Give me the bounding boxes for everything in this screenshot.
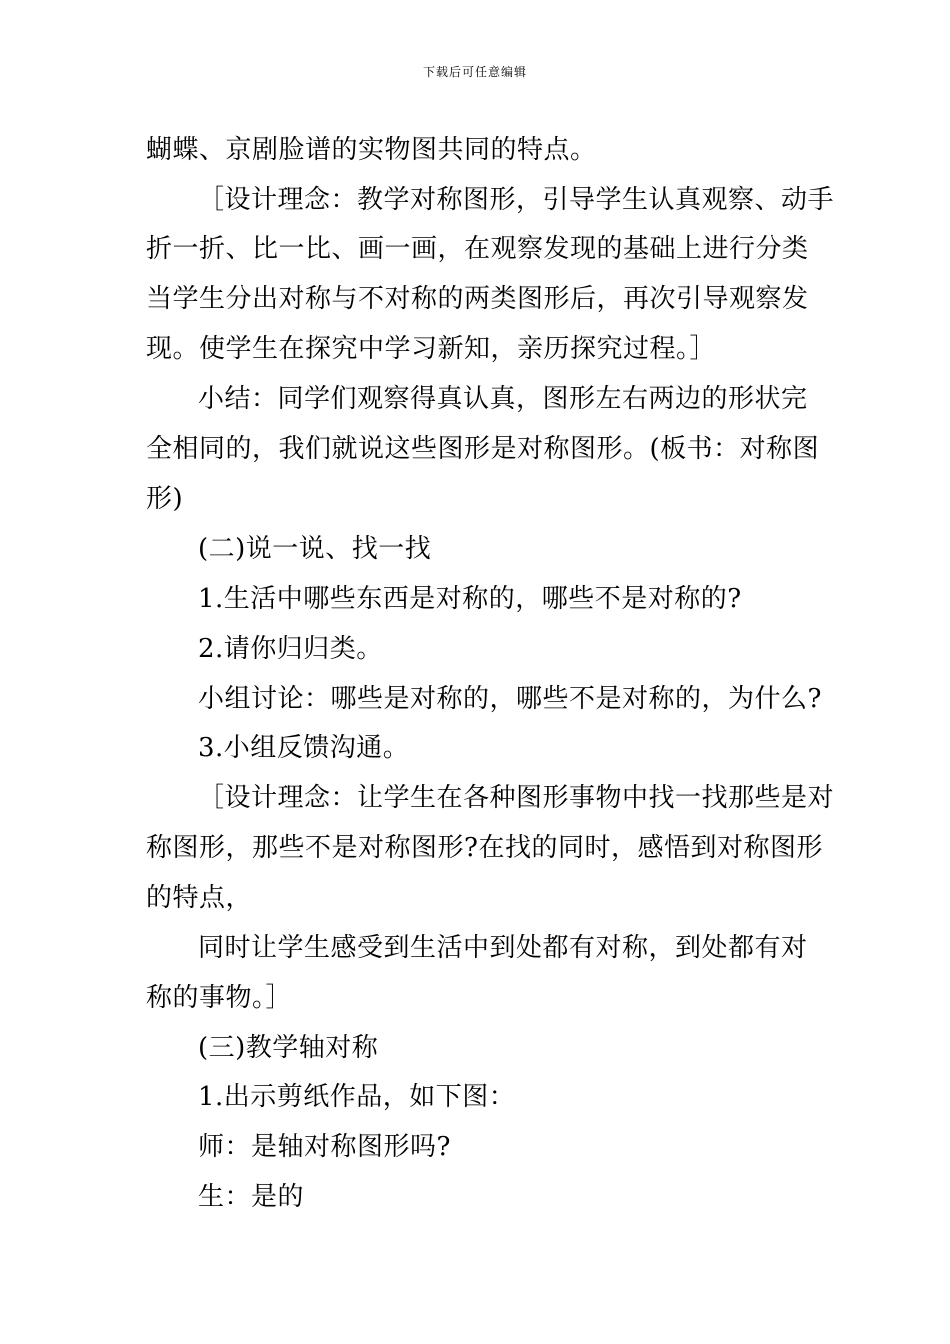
body-line: 生：是的: [198, 1182, 305, 1212]
body-line: 称图形，那些不是对称图形?在找的同时，感悟到对称图形: [146, 833, 823, 863]
page-header: 下载后可任意编辑: [422, 65, 527, 79]
body-line: 2.请你归归类。: [198, 634, 383, 664]
body-line: 1.生活中哪些东西是对称的，哪些不是对称的?: [198, 584, 742, 614]
body-line: 蝴蝶、京剧脸谱的实物图共同的特点。: [146, 135, 597, 165]
body-line: 师：是轴对称图形吗?: [198, 1132, 451, 1162]
body-line: 小结：同学们观察得真认真，图形左右两边的形状完: [198, 384, 808, 414]
body-line: 折一折、比一比、画一画，在观察发现的基础上进行分类: [146, 234, 809, 264]
body-line: 全相同的，我们就说这些图形是对称图形。(板书：对称图: [146, 434, 820, 464]
section-heading: (二)说一说、找一找: [198, 534, 432, 564]
body-line: ［设计理念：教学对称图形，引导学生认真观察、动手: [198, 185, 835, 215]
section-heading: (三)教学轴对称: [198, 1033, 379, 1063]
body-line: 3.小组反馈沟通。: [198, 733, 410, 763]
body-line: 称的事物。］: [146, 983, 293, 1013]
body-line: ［设计理念：让学生在各种图形事物中找一找那些是对: [198, 783, 835, 813]
body-line: 的特点，: [146, 883, 253, 913]
body-line: 1.出示剪纸作品，如下图：: [198, 1082, 516, 1112]
body-line: 当学生分出对称与不对称的两类图形后，再次引导观察发: [146, 284, 809, 314]
body-line: 现。使学生在探究中学习新知，亲历探究过程。］: [146, 334, 717, 364]
body-line: 同时让学生感受到生活中到处都有对称，到处都有对: [198, 933, 808, 963]
body-line: 小组讨论：哪些是对称的，哪些不是对称的，为什么?: [198, 684, 822, 714]
body-line: 形): [146, 484, 184, 514]
